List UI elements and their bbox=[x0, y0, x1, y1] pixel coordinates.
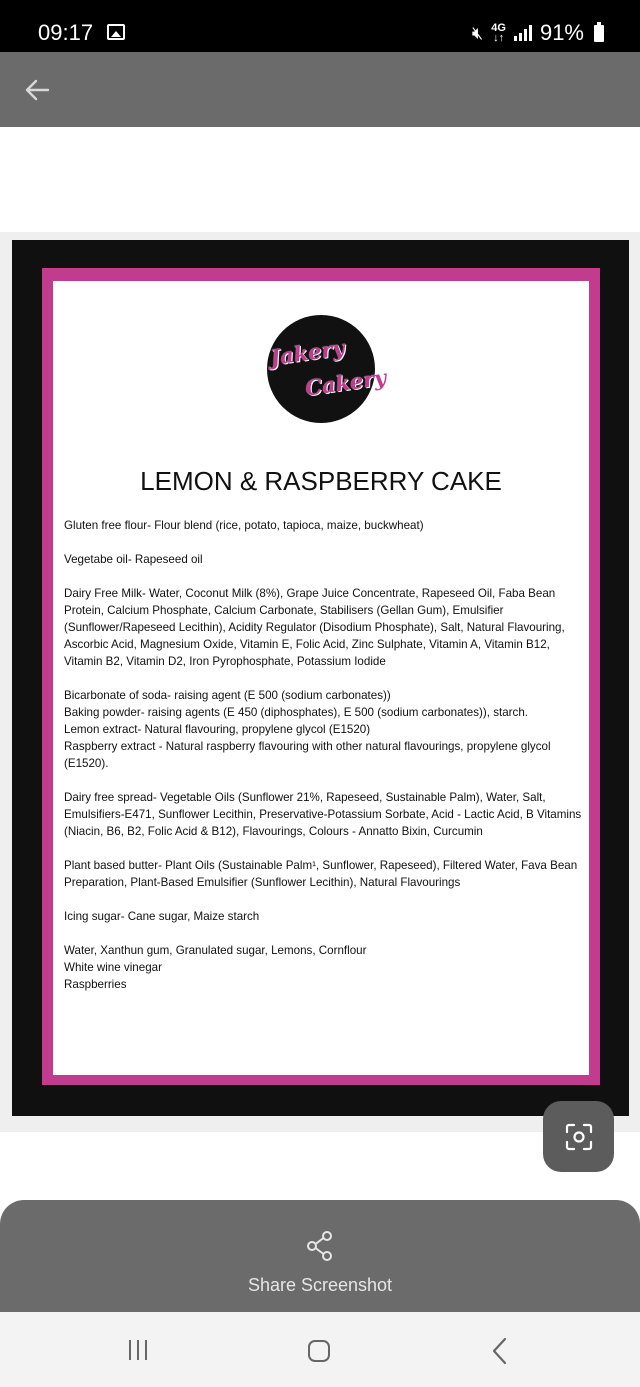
battery-icon bbox=[594, 25, 604, 42]
recents-icon[interactable] bbox=[129, 1340, 147, 1360]
ingredient-line: Icing sugar- Cane sugar, Maize starch bbox=[64, 910, 260, 923]
status-time: 09:17 bbox=[38, 20, 94, 45]
ingredient-line: Raspberry extract - Natural raspberry flavouring with other natural flavourings, propylene glycol (E1520). bbox=[64, 740, 551, 770]
nav-back-icon[interactable] bbox=[490, 1336, 510, 1371]
screen-scan-button[interactable] bbox=[543, 1101, 614, 1172]
status-icons bbox=[472, 20, 604, 46]
ingredient-line: Bicarbonate of soda- raising agent (E 500 (sodium carbonates)) bbox=[64, 689, 391, 702]
app-bar bbox=[0, 52, 640, 127]
screen-scan-icon bbox=[564, 1122, 594, 1152]
brand-logo bbox=[267, 315, 388, 423]
network-indicator: 4G ↓↑ bbox=[491, 22, 506, 44]
ingredient-line: Dairy Free Milk- Water, Coconut Milk (8%), Grape Juice Concentrate, Rapeseed Oil, Faba Bean Protein, Calcium Phosphate, Calcium Carbonate, Stabilisers (Gellan Gum), Emulsifier (Sunflower/Rapeseed Lecithin), Acidity Regulator (Disodium Phosphate), Salt, Natural Flavouring, Ascorbic Acid, Magnesium Oxide, Vitamin E, Folic Acid, Zinc Sulphate, Vitamin A, Vitamin B12, Vitamin B2, Vitamin D2, Iron Pyrophosphate, Potassium Iodide bbox=[64, 587, 565, 668]
ingredient-line: White wine vinegar bbox=[64, 961, 162, 974]
network-type: 4G bbox=[491, 22, 506, 34]
share-screenshot-button[interactable]: Share Screenshot bbox=[247, 1275, 393, 1295]
ingredient-line: Plant based butter- Plant Oils (Sustainable Palm¹, Sunflower, Rapeseed), Filtered Water, Fava Bean Preparation, Plant-Based Emulsifier (Sunflower Lecithin), Natural Flavourings bbox=[64, 859, 578, 889]
ingredient-line: Baking powder- raising agents (E 450 (diphosphates), E 500 (sodium carbonates)), starch. bbox=[64, 706, 528, 719]
ingredient-line: Raspberries bbox=[64, 978, 127, 991]
ingredient-line: Dairy free spread- Vegetable Oils (Sunflower 21%, Rapeseed, Sustainable Palm), Water, Salt, Emulsifiers-E471, Sunflower Lecithin, Preservative-Potassium Sorbate, Acid - Lactic Acid, B Vitamins (Niacin, B6, B2, Folic Acid & B12), Flavourings, Colours - Annatto Bixin, Curcumin bbox=[64, 791, 582, 838]
logo-line1: Jakery bbox=[268, 334, 347, 371]
signal-icon bbox=[514, 25, 532, 41]
ingredient-line: Gluten free flour- Flour blend (rice, potato, tapioca, maize, buckwheat) bbox=[64, 519, 424, 532]
ingredient-line: Vegetabe oil- Rapeseed oil bbox=[64, 553, 203, 566]
mute-icon: 🔇︎ bbox=[471, 22, 484, 43]
share-icon[interactable] bbox=[305, 1230, 335, 1262]
ingredient-line: Lemon extract- Natural flavouring, propylene glycol (E1520) bbox=[64, 723, 371, 736]
ingredients-list bbox=[64, 517, 584, 993]
home-icon[interactable] bbox=[308, 1340, 330, 1362]
arrow-left-icon[interactable] bbox=[22, 75, 52, 105]
ingredient-line: Water, Xanthun gum, Granulated sugar, Lemons, Cornflour bbox=[64, 944, 367, 957]
gallery-icon bbox=[107, 24, 125, 40]
recipe-title: LEMON & RASPBERRY CAKE bbox=[140, 466, 502, 496]
battery-percent: 91% bbox=[539, 20, 584, 45]
logo-line2: Cakery bbox=[303, 364, 388, 401]
status-bar bbox=[0, 0, 640, 52]
